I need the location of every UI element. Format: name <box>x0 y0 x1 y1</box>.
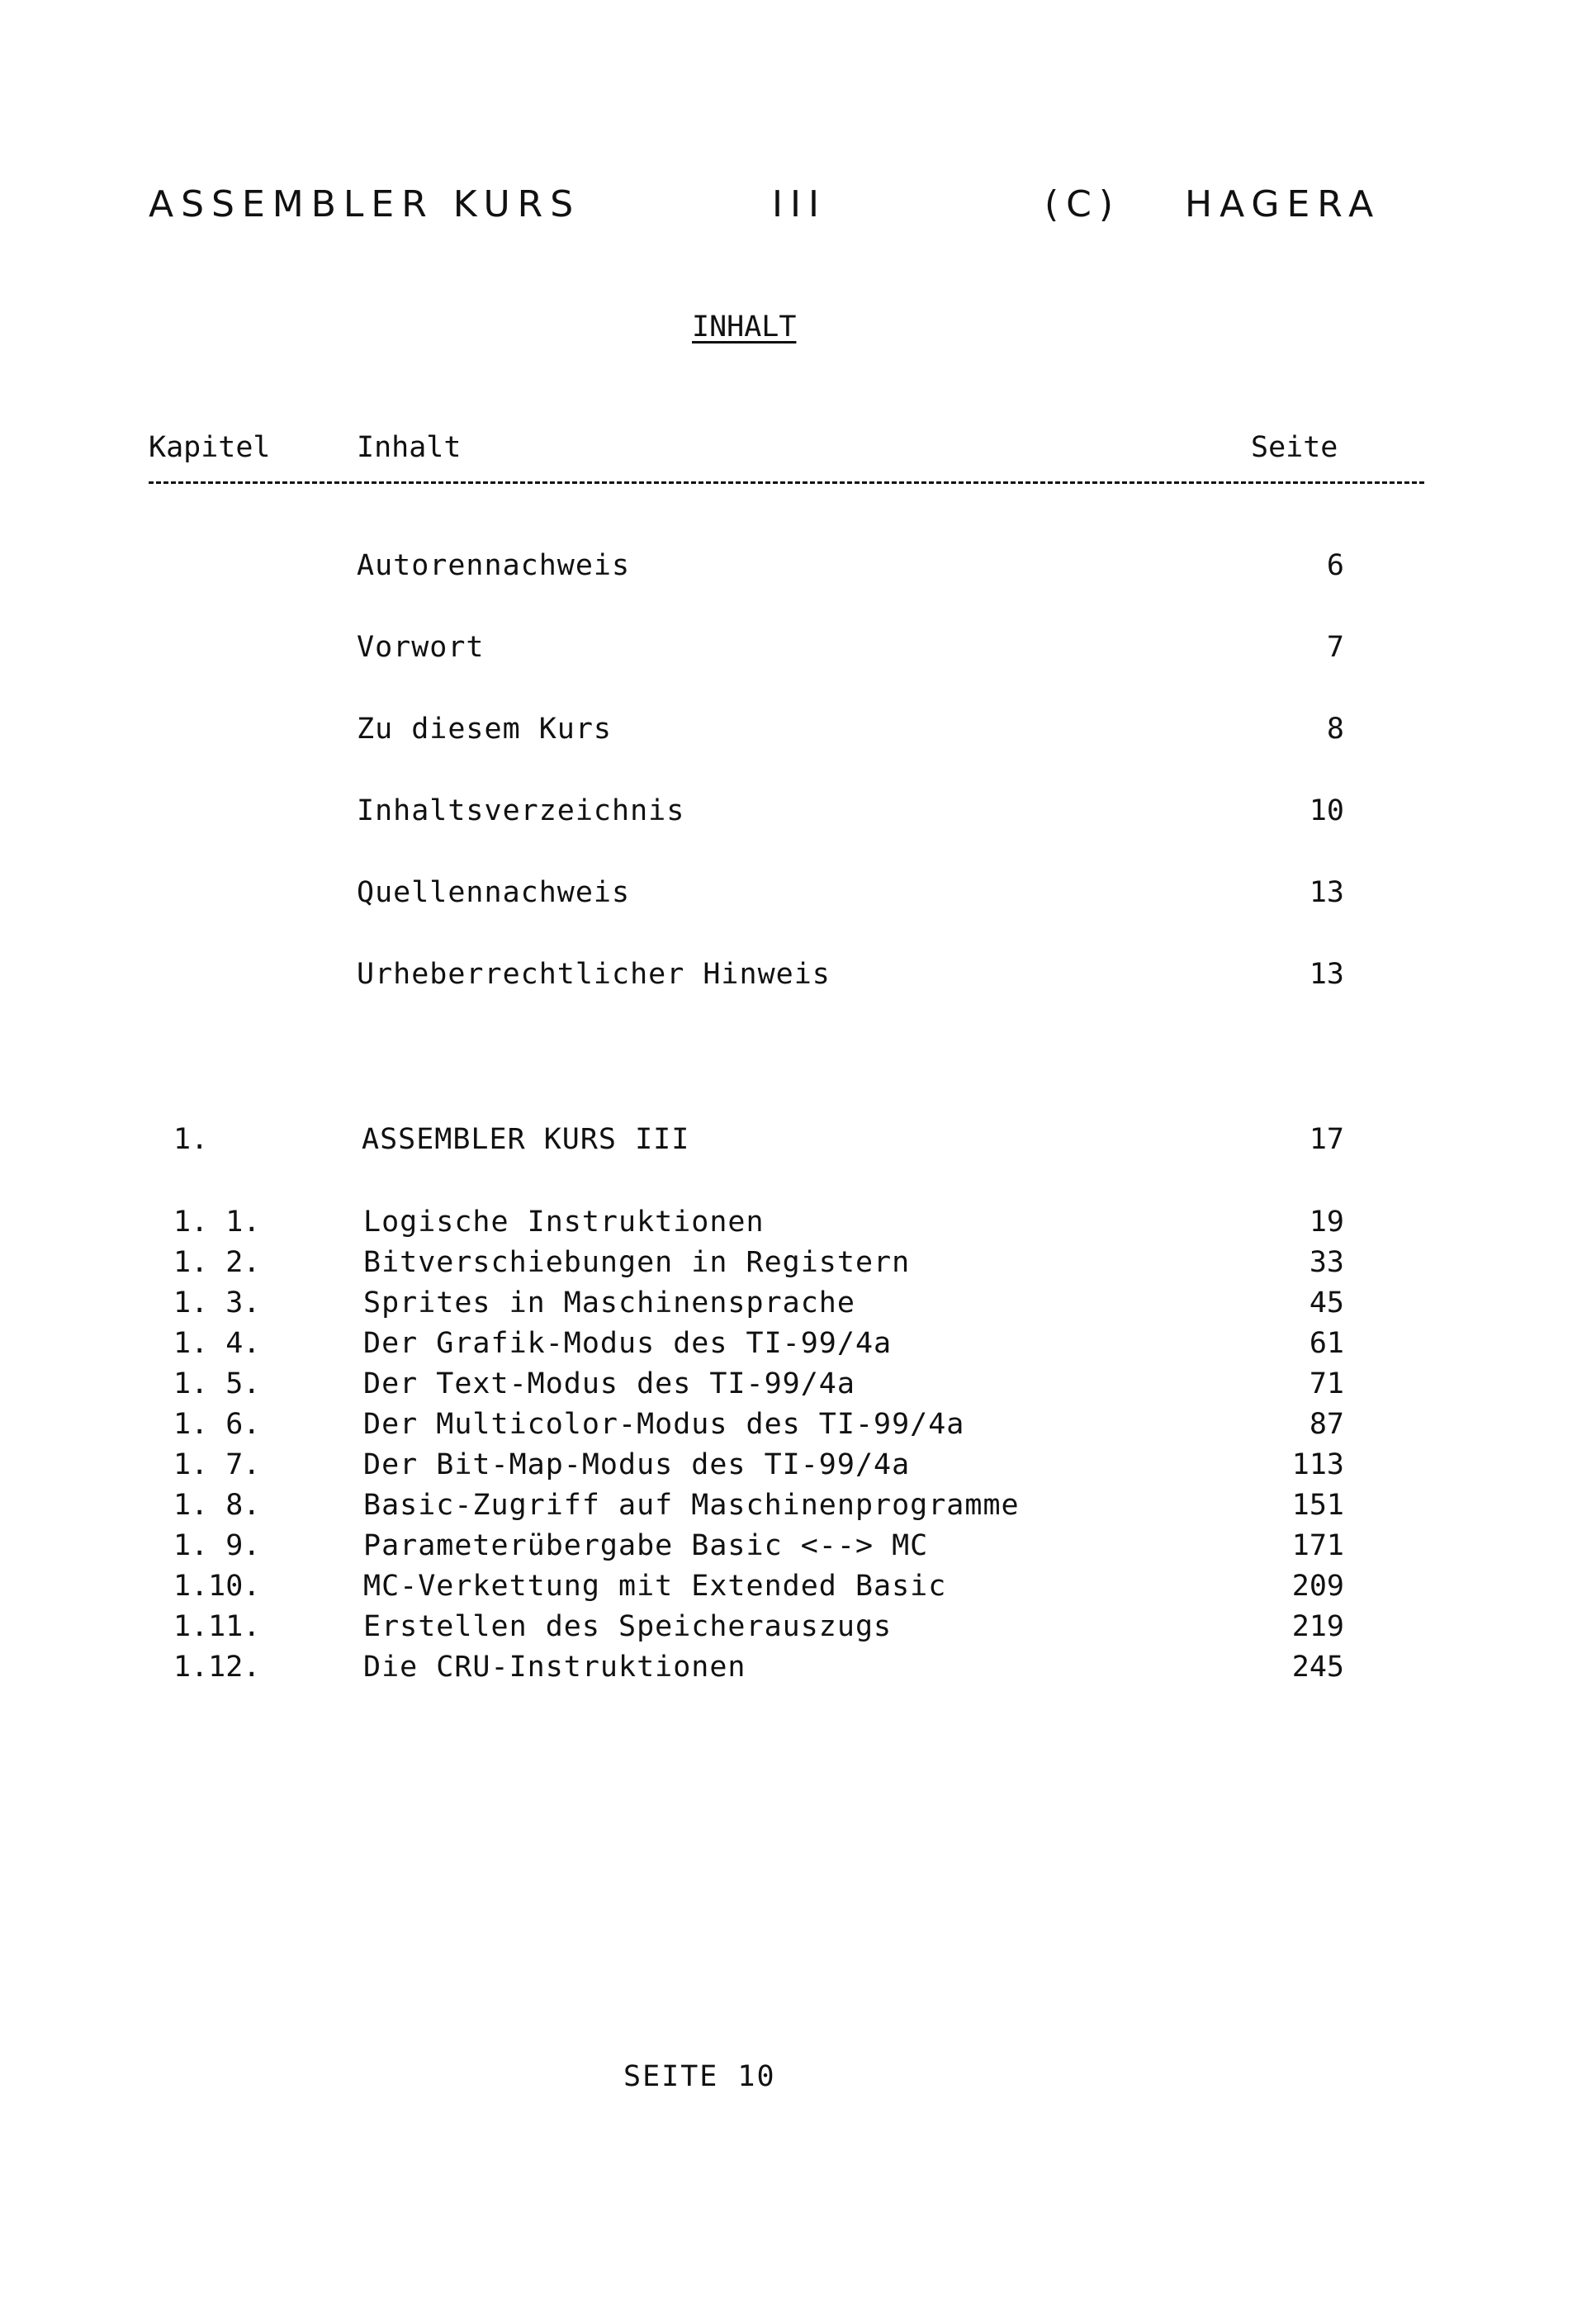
section-entry <box>0 1408 1596 1448</box>
section-title: Der Grafik-Modus des TI-99/4a <box>363 1327 893 1360</box>
section-title: Bitverschiebungen in Registern <box>363 1246 911 1279</box>
section-number: 1. 7. <box>173 1448 261 1481</box>
section-number: 1. 8. <box>173 1489 261 1522</box>
header-copyright: (C) <box>1044 183 1121 225</box>
toc-entry-page: 10 <box>1309 794 1344 827</box>
section-title: Parameterübergabe Basic <--> MC <box>363 1529 929 1562</box>
header-author: HAGERA <box>1185 183 1381 225</box>
page-footer: SEITE 10 <box>623 2060 776 2093</box>
toc-entry-title: Urheberrechtlicher Hinweis <box>357 958 831 991</box>
header-volume: III <box>772 183 826 225</box>
section-title: Basic-Zugriff auf Maschinenprogramme <box>363 1489 1020 1522</box>
section-page: 219 <box>1291 1610 1344 1643</box>
section-page: 209 <box>1291 1570 1344 1603</box>
section-page: 113 <box>1291 1448 1344 1481</box>
section-page: 87 <box>1309 1408 1344 1441</box>
section-number: 1.12. <box>173 1651 261 1684</box>
toc-entry-title: Quellennachweis <box>357 876 631 909</box>
section-page: 71 <box>1309 1367 1344 1400</box>
section-entry <box>0 1489 1596 1529</box>
section-entry <box>0 1367 1596 1408</box>
toc-entry <box>0 876 1596 958</box>
toc-entry-page: 13 <box>1309 876 1344 909</box>
toc-entry-title: Autorennachweis <box>357 549 631 582</box>
section-entry <box>0 1206 1596 1246</box>
toc-heading: INHALT <box>692 310 797 343</box>
header-title: ASSEMBLER KURS <box>149 183 581 225</box>
toc-entry <box>0 794 1596 876</box>
toc-entry-page: 7 <box>1326 631 1344 664</box>
section-entry <box>0 1529 1596 1570</box>
section-page: 151 <box>1291 1489 1344 1522</box>
chapter-number: 1. <box>173 1123 209 1156</box>
section-title: Die CRU-Instruktionen <box>363 1651 746 1684</box>
section-entry <box>0 1610 1596 1651</box>
toc-entry <box>0 958 1596 1040</box>
dashed-divider <box>149 481 1424 484</box>
toc-entry <box>0 713 1596 794</box>
section-title: Der Bit-Map-Modus des TI-99/4a <box>363 1448 911 1481</box>
toc-entry-page: 6 <box>1326 549 1344 582</box>
section-entry <box>0 1286 1596 1327</box>
section-page: 33 <box>1309 1246 1344 1279</box>
section-page: 19 <box>1309 1206 1344 1239</box>
section-number: 1.10. <box>173 1570 261 1603</box>
column-header-chapter: Kapitel <box>149 431 271 464</box>
section-entry <box>0 1651 1596 1691</box>
toc-entry <box>0 549 1596 631</box>
section-title: Der Text-Modus des TI-99/4a <box>363 1367 855 1400</box>
section-number: 1. 2. <box>173 1246 261 1279</box>
section-entry <box>0 1246 1596 1286</box>
front-matter-list <box>0 549 1596 1040</box>
section-page: 171 <box>1291 1529 1344 1562</box>
section-title: Logische Instruktionen <box>363 1206 765 1239</box>
section-number: 1. 6. <box>173 1408 261 1441</box>
column-header-page: Seite <box>1251 431 1338 464</box>
section-page: 245 <box>1291 1651 1344 1684</box>
section-entry <box>0 1327 1596 1367</box>
section-entry <box>0 1570 1596 1610</box>
section-title: Sprites in Maschinensprache <box>363 1286 855 1319</box>
section-number: 1. 3. <box>173 1286 261 1319</box>
section-title: MC-Verkettung mit Extended Basic <box>363 1570 947 1603</box>
section-title: Erstellen des Speicherauszugs <box>363 1610 893 1643</box>
toc-entry-page: 8 <box>1326 713 1344 746</box>
chapter-title: ASSEMBLER KURS III <box>362 1123 690 1156</box>
section-entry <box>0 1448 1596 1489</box>
toc-entry-title: Zu diesem Kurs <box>357 713 613 746</box>
toc-entry-title: Inhaltsverzeichnis <box>357 794 685 827</box>
section-number: 1. 9. <box>173 1529 261 1562</box>
section-number: 1. 5. <box>173 1367 261 1400</box>
section-list <box>0 1206 1596 1691</box>
section-number: 1. 4. <box>173 1327 261 1360</box>
toc-entry-page: 13 <box>1309 958 1344 991</box>
chapter-entry <box>0 1123 1596 1164</box>
toc-entry-title: Vorwort <box>357 631 485 664</box>
section-title: Der Multicolor-Modus des TI-99/4a <box>363 1408 965 1441</box>
section-number: 1.11. <box>173 1610 261 1643</box>
section-page: 61 <box>1309 1327 1344 1360</box>
toc-entry <box>0 631 1596 713</box>
section-number: 1. 1. <box>173 1206 261 1239</box>
column-header-content: Inhalt <box>357 431 462 464</box>
section-page: 45 <box>1309 1286 1344 1319</box>
chapter-page: 17 <box>1309 1123 1344 1156</box>
